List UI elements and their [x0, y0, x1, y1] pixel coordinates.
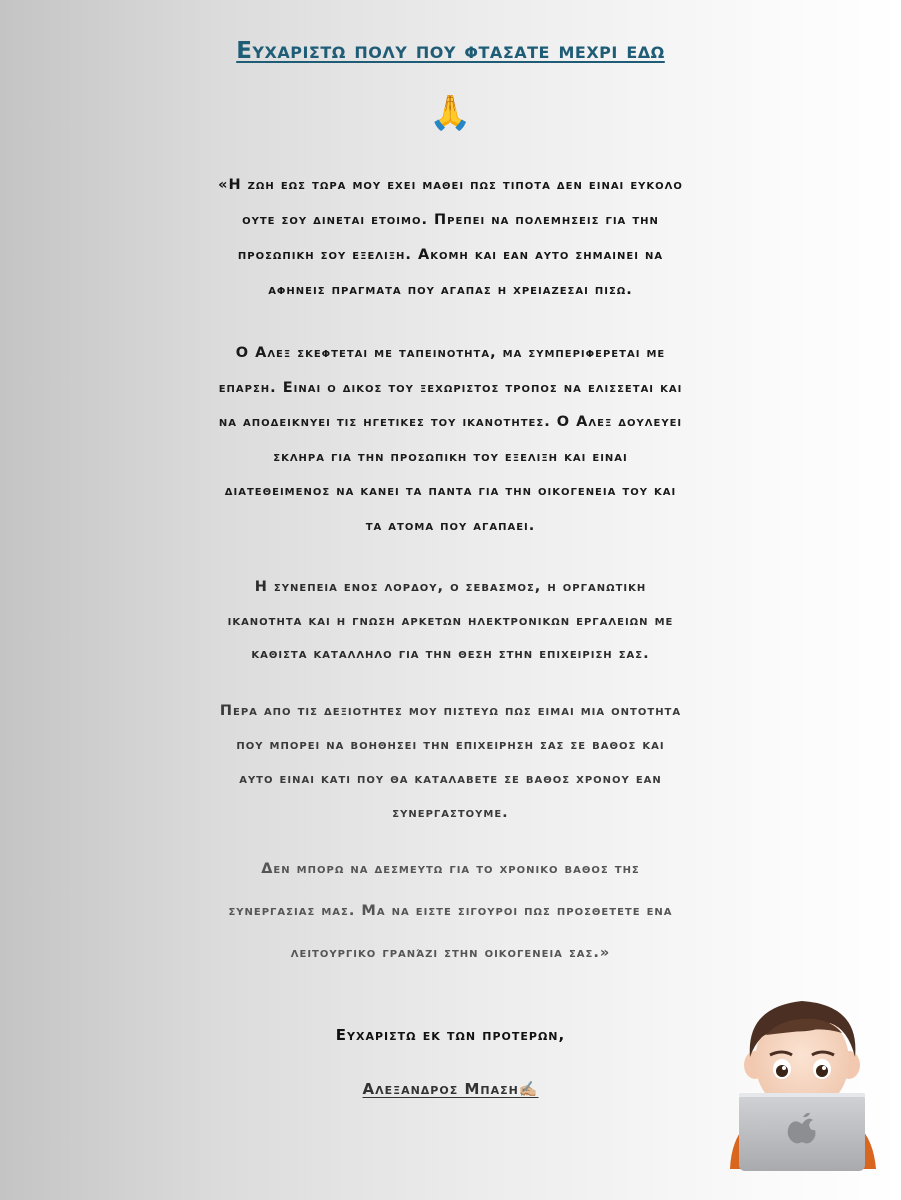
paragraph-4 — [150, 694, 751, 830]
paragraph-line: Περα απο τις δεξιοτητες μου πιστευω πως ειμαι μια οντοτητα — [219, 703, 682, 719]
paragraph-1 — [150, 168, 751, 308]
paragraph-line: να αποδεικνυει τις ηγετικες του ικανοτητες. Ο Αλεξ δουλευει — [218, 414, 683, 431]
paragraph-line: συνεργασιας μας. Μα να ειστε σιγουροι πως προσθετετε ενα — [228, 903, 673, 919]
paragraph-5 — [150, 848, 751, 974]
paragraph-line: διατεθειμενος να κανει τα παντα για την οικογενεια του και — [224, 483, 677, 500]
paragraph-line: καθιστα καταλληλο για την θεση στην επιχειριση σας. — [251, 646, 650, 662]
memoji-laptop-icon — [722, 993, 882, 1173]
paragraph-line: τα ατομα που αγαπαει. — [365, 517, 536, 534]
page-title: Ευχαριστω πολυ που φτασατε μεχρι εδω — [236, 38, 665, 64]
paragraph-line: συνεργαστουμε. — [392, 805, 509, 821]
paragraph-line: ικανοτητα και η γνωση αρκετων ηλεκτρονικων εργαλειων με — [227, 612, 674, 629]
praying-hands-icon: 🙏 — [429, 94, 472, 132]
paragraph-line: αφηνεις πραγματα που αγαπας η χρειαζεσαι πισω. — [268, 282, 633, 298]
paragraph-line: Δεν μπορω να δεσμευτω για το χρονικο βαθος της — [261, 861, 640, 877]
paragraph-3 — [150, 571, 751, 672]
paragraph-line: που μπορει να βοηθησει την επιχειρηση σας σε βαθος και — [236, 737, 665, 753]
paragraph-line: Ο Αλεξ σκεφτεται με ταπεινοτητα, μα συμπεριφερεται με — [235, 345, 666, 361]
signature: Αλεξανδρος Μπαση✍🏼 — [362, 1080, 539, 1098]
closing-line: Ευχαριστω εκ των προτερων, — [335, 1026, 566, 1044]
paragraph-line: προσωπικη σου εξελιξη. Ακομη και εαν αυτο σημαινει να — [237, 247, 664, 263]
paragraph-line: λειτουργικο γρανάζι στην οικογενεια σας.» — [290, 945, 611, 961]
paragraph-line: αυτο ειναι κατι που θα καταλαβετε σε βαθος χρονου εαν — [239, 771, 662, 787]
paragraph-line: Η συνεπεια ενος λορδου, ο σεβασμος, η οργανωτικη — [254, 579, 647, 595]
paragraph-line: «Η ζωη εως τωρα μου εχει μαθει πως τιποτα δεν ειναι ευκολο — [218, 177, 683, 193]
paragraph-line: επαρση. Ειναι ο δικος του ξεχωριστος τροπος να ελισσεται και — [218, 379, 683, 396]
paragraph-line: σκληρα για την προσωπικη του εξελιξη και ειναι — [273, 448, 628, 465]
paragraph-2 — [150, 336, 751, 544]
paragraph-line: ουτε σου δινεται ετοιμο. Πρεπει να πολεμησεις για την — [242, 212, 659, 228]
